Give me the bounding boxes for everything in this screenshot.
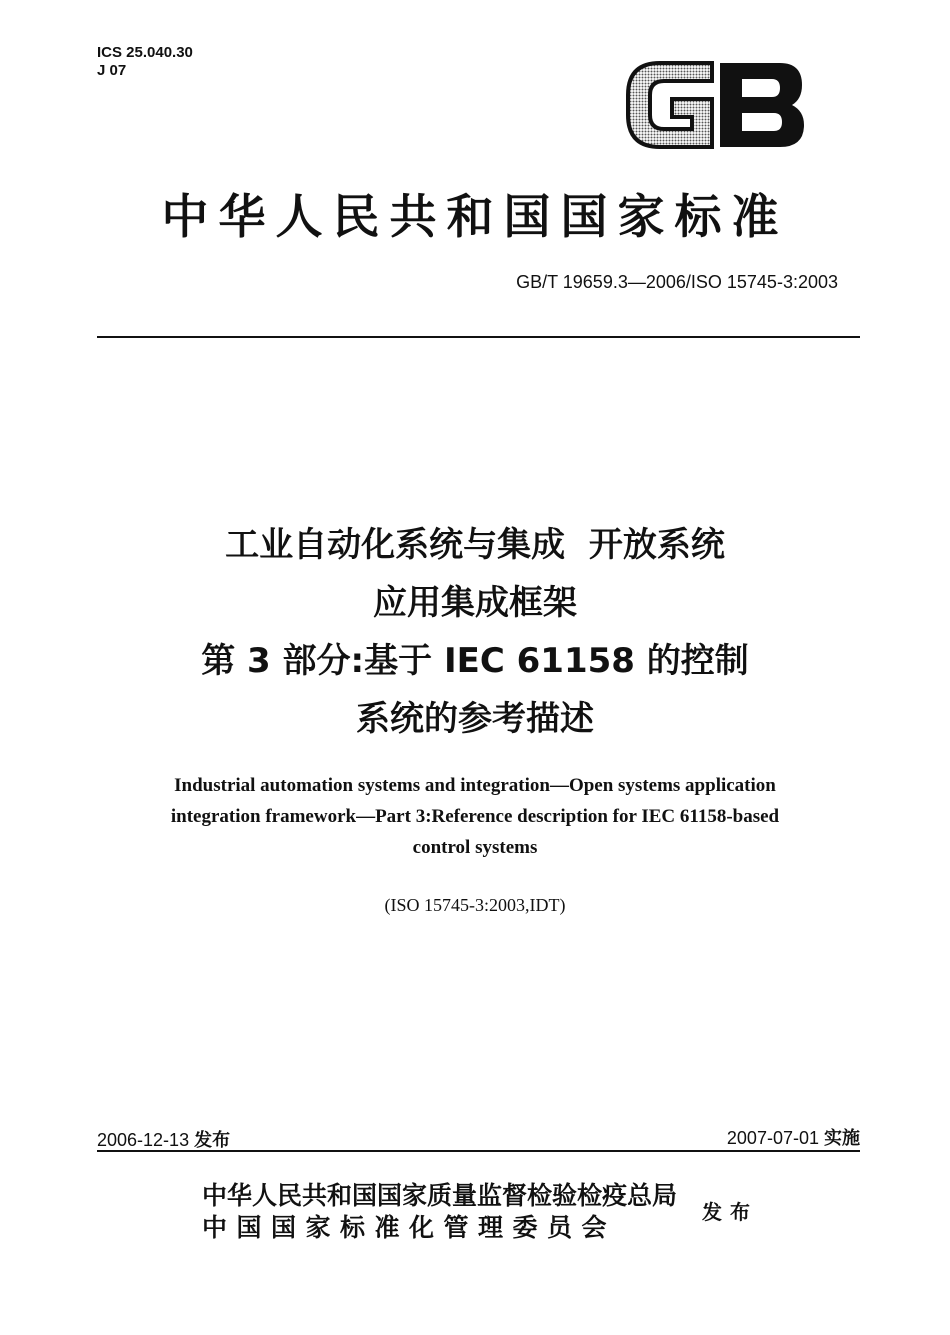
cn-title-line2: 应用集成框架 <box>373 583 577 623</box>
english-title <box>100 770 850 863</box>
en-title-line1: Industrial automation systems and integration—Open systems application <box>174 775 776 796</box>
en-title-line3: control systems <box>412 837 538 858</box>
issuer-line1: 中华人民共和国国家质量监督检验检疫总局 <box>202 1181 678 1210</box>
ics-code: ICS 25.040.30 <box>97 44 193 61</box>
bottom-divider <box>97 1150 860 1152</box>
en-title-line2: integration framework—Part 3:Reference description for IEC 61158-based <box>170 806 780 827</box>
implementation-label: 实施 <box>824 1128 860 1149</box>
cn-title-line4: 系统的参考描述 <box>356 699 594 739</box>
standard-code: GB/T 19659.3—2006/ISO 15745-3:2003 <box>516 272 838 292</box>
iso-reference: (ISO 15745-3:2003,IDT) <box>384 895 566 915</box>
issue-label: 发布 <box>194 1130 231 1151</box>
issue-date: 2006-12-13 <box>97 1130 190 1150</box>
publish-label: 发布 <box>702 1200 758 1224</box>
issue-date-block <box>97 1126 230 1152</box>
chinese-title <box>40 516 910 748</box>
issuer-line2: 中国国家标准化管理委员会 <box>202 1213 617 1242</box>
implementation-date-block <box>727 1124 860 1150</box>
class-code: J 07 <box>97 62 127 79</box>
classification-codes <box>97 44 193 80</box>
cn-title-line1: 工业自动化系统与集成 开放系统 <box>225 525 725 565</box>
logo-text: GB <box>620 55 622 56</box>
issuing-organizations <box>202 1180 677 1244</box>
top-divider <box>97 336 860 338</box>
cn-title-line3: 第 3 部分:基于 IEC 61158 的控制 <box>201 641 749 681</box>
implementation-date: 2007-07-01 <box>726 1128 819 1148</box>
org-title: 中华人民共和国国家标准 <box>161 190 789 245</box>
gb-logo <box>620 55 810 155</box>
